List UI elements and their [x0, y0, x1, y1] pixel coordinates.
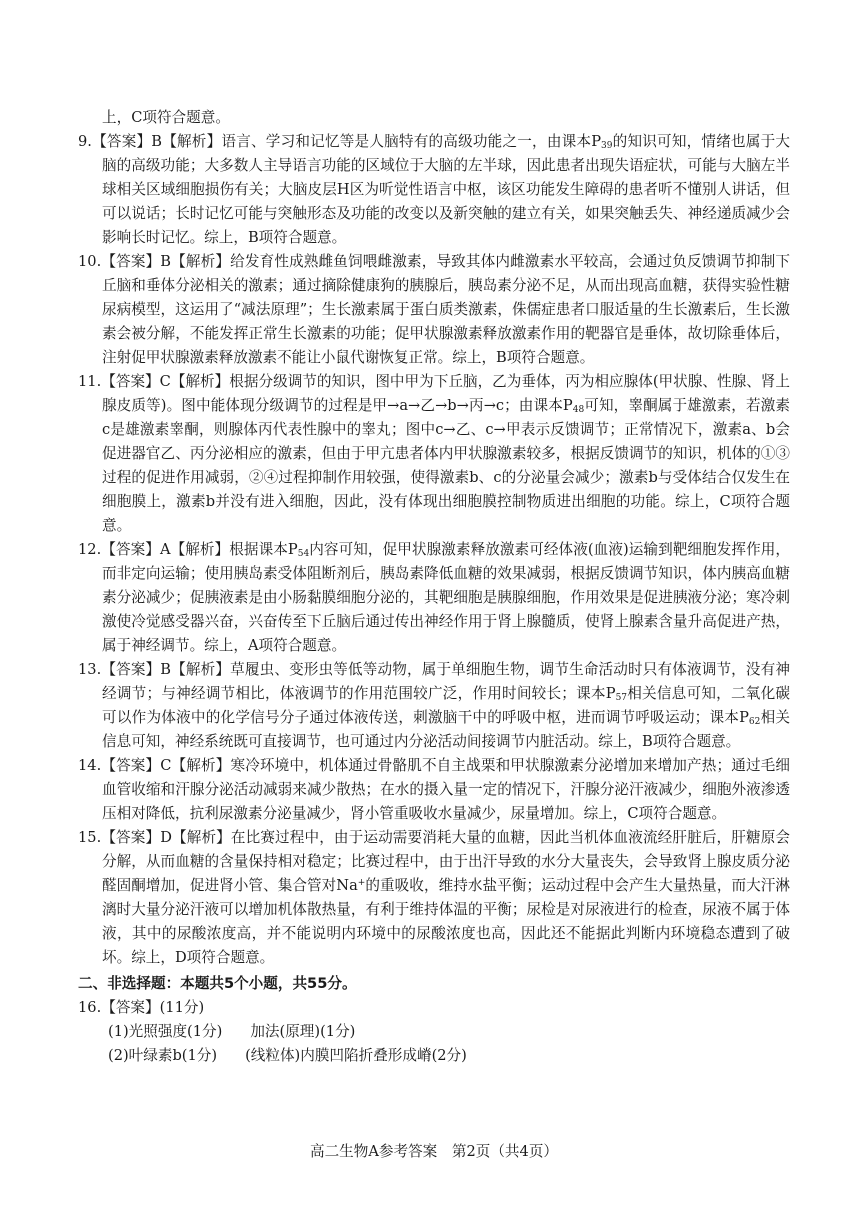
- item-number: 14.: [78, 757, 102, 774]
- item-number: 9.: [78, 133, 92, 150]
- answer-tag: 【答案】B【解析】: [101, 253, 231, 270]
- sub-answer-1: (1)光照强度(1分) 加法(原理)(1分): [108, 1023, 356, 1040]
- item-number: 16.: [78, 999, 102, 1016]
- answer-item-11: 11.【答案】C【解析】根据分级调节的知识，图中甲为下丘脑，乙为垂体，丙为相应腺体(甲状腺、性腺、肾上腺皮质等)。图中能体现分级调节的过程是甲→a→乙→b→丙→c；由课本$P_{48}$可知，睾酮属于雄激素，若激素c是雄激素睾酮，则腺体丙代表性腺中的睾丸；图中c→乙、c→甲表示反馈调节；正常情况下，激素a、b会促进器官乙、丙分泌相应的激素，但由于甲亢患者体内甲状腺激素较多，根据反馈调节的知识，机体的①③过程的促进作用减弱，②④过程抑制作用较强，使得激素b、c的分泌量会减少；激素b与受体结合仅发生在细胞膜上，激素b并没有进入细胞，因此，没有体现出细胞膜控制物质进出细胞的功能。综上，C项符合题意。: [78, 373, 790, 534]
- answer-tag: 【答案】C【解析】: [101, 373, 230, 390]
- answer-item-14: 14.【答案】C【解析】寒冷环境中，机体通过骨骼肌不自主战栗和甲状腺激素分泌增加来增加产热；通过毛细血管收缩和汗腺分泌活动减弱来减少散热；在水的摄入量一定的情况下，汗腺分泌汗液减少，细胞外液渗透压相对降低，抗利尿激素分泌量减少，肾小管重吸收水量减少，尿量增加。综上，C项符合题意。: [78, 757, 790, 822]
- item-number: 13.: [78, 661, 102, 678]
- answer-item-16: [78, 996, 790, 1020]
- page-footer: 高二生物A参考答案 第2页（共4页）: [309, 1143, 559, 1160]
- answer-item-15: 15.【答案】D【解析】在比赛过程中，由于运动需要消耗大量的血糖，因此当机体血液流经肝脏后，肝糖原会分解，从而血糖的含量保持相对稳定；比赛过程中，由于出汗导致的水分大量丧失，会导致肾上腺皮质分泌醛固酮增加，促进肾小管、集合管对Na+的重吸收，维持水盐平衡；运动过程中会产生大量热量，而大汗淋漓时大量分泌汗液可以增加机体散热量，有利于维持体温的平衡；尿检是对尿液进行的检查，尿液不属于体液，其中的尿酸浓度高，并不能说明内环境中的尿酸浓度也高，因此还不能据此判断内环境稳态遭到了破坏。综上，D项符合题意。: [78, 829, 790, 966]
- answer-tag: 【答案】B【解析】: [101, 661, 231, 678]
- item-number: 15.: [78, 829, 102, 846]
- answer-item-12: 12.【答案】A【解析】根据课本$P_{54}$内容可知，促甲状腺激素释放激素可经体液(血液)运输到靶细胞发挥作用，而非定向运输；使用胰岛素受体阻断剂后，胰岛素降低血糖的效果减弱，根据反馈调节知识，体内胰高血糖素分泌减少；促胰液素是由小肠黏膜细胞分泌的，其靶细胞是胰腺细胞，作用效果是促进胰液分泌；寒冷刺激使冷觉感受器兴奋，兴奋传至下丘脑后通过传出神经作用于肾上腺髓质，使肾上腺素含量升高促进产热，属于神经调节。综上，A项符合题意。: [78, 541, 790, 654]
- answer-item-10: 10.【答案】B【解析】给发育性成熟雌鱼饲喂雌激素，导致其体内雌激素水平较高，会通过负反馈调节抑制下丘脑和垂体分泌相关的激素；通过摘除健康狗的胰腺后，胰岛素分泌不足，从而出现高血糖，获得实验性糖尿病模型，这运用了“减法原理”；生长激素属于蛋白质类激素，侏儒症患者口服适量的生长激素后，生长激素会被分解，不能发挥正常生长激素的功能；促甲状腺激素释放激素作用的靶器官是垂体，故切除垂体后，注射促甲状腺激素释放激素不能让小鼠代谢恢复正常。综上，B项符合题意。: [78, 253, 790, 366]
- answer-item-13: 13.【答案】B【解析】草履虫、变形虫等低等动物，属于单细胞生物，调节生命活动时只有体液调节，没有神经调节；与神经调节相比，体液调节的作用范围较广泛，作用时间较长；课本$P_{57}$相关信息可知，二氧化碳可以作为体液中的化学信号分子通过体液传送，刺激脑干中的呼吸中枢，进而调节呼吸运动；课本$P_{62}$相关信息可知，神经系统既可直接调节，也可通过内分泌活动间接调节内脏活动。综上，B项符合题意。: [78, 661, 790, 750]
- answer-item-9: 9.【答案】B【解析】语言、学习和记忆等是人脑特有的高级功能之一，由课本$P_{39}$的知识可知，情绪也属于大脑的高级功能；大多数人主导语言功能的区域位于大脑的左半球，因此患者出现失语症状，可能与大脑左半球相关区域细胞损伤有关；大脑皮层H区为听觉性语言中枢，该区功能发生障碍的患者听不懂别人讲话，但可以说话；长时记忆可能与突触形态及功能的改变以及新突触的建立有关，如果突触丢失、神经递质减少会影响长时记忆。综上，B项符合题意。: [78, 133, 790, 246]
- sub-answer-2: (2)叶绿素b(1分) (线粒体)内膜凹陷折叠形成嵴(2分): [108, 1047, 467, 1064]
- item-number: 10.: [78, 253, 102, 270]
- item-number: 12.: [78, 541, 102, 558]
- answer-tag: 【答案】B【解析】: [91, 133, 222, 150]
- item-number: 11.: [78, 373, 102, 390]
- continued-line: 上，C项符合题意。: [102, 109, 230, 126]
- answer-tag: 【答案】C【解析】: [101, 757, 231, 774]
- answer-tag: 【答案】: [101, 999, 160, 1016]
- score: (11分): [159, 999, 205, 1016]
- answer-tag: 【答案】A【解析】: [101, 541, 230, 558]
- section-heading: 二、非选择题：本题共5个小题，共55分。: [78, 975, 357, 992]
- answer-tag: 【答案】D【解析】: [101, 829, 231, 846]
